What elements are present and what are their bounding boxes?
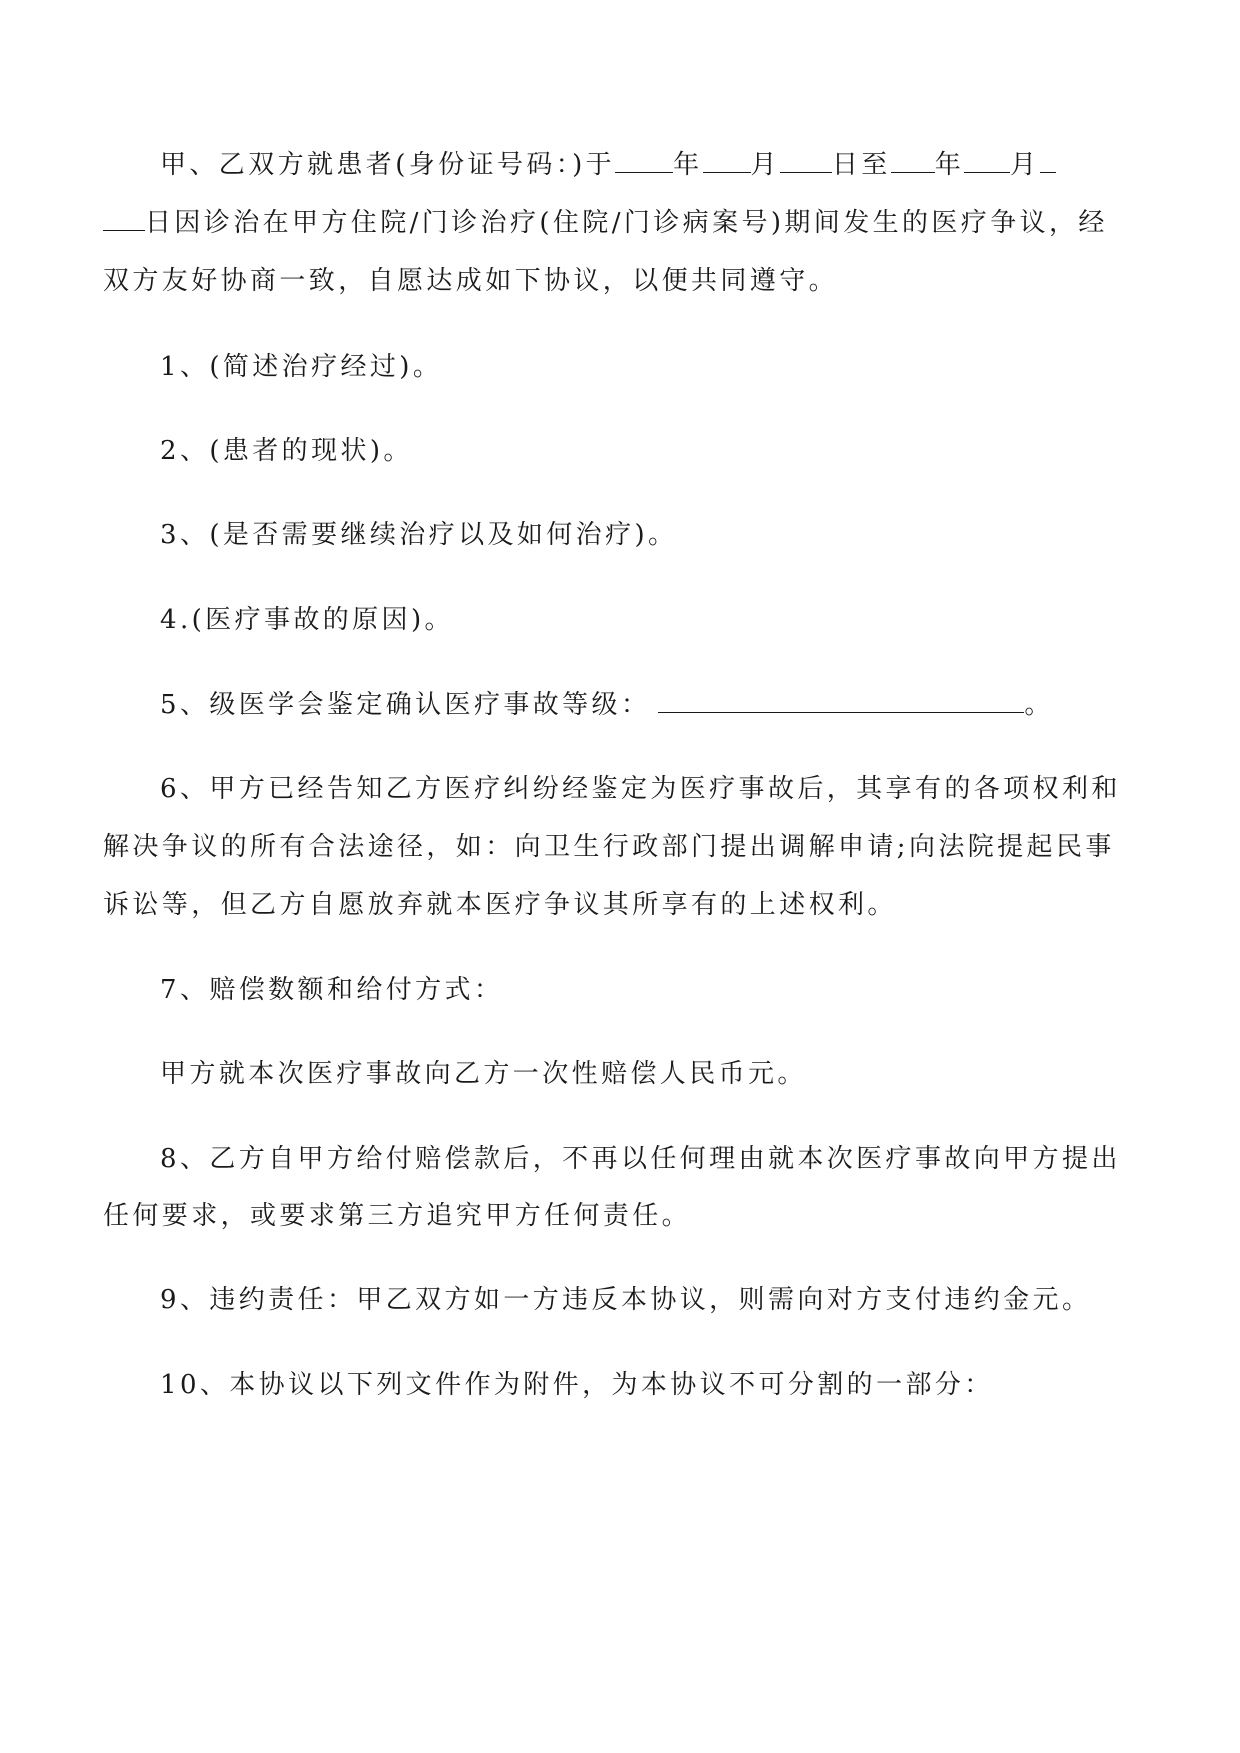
intro-line-2: [103, 206, 1108, 240]
item-8-line-1: [160, 1142, 1121, 1176]
accident-grade-blank[interactable]: [658, 690, 1024, 713]
item-6-line-2-text: 解决争议的所有合法途径，如：向卫生行政部门提出调解申请;向法院提起民事: [103, 832, 1115, 862]
item-3-text: 3、(是否需要继续治疗以及如何治疗)。: [160, 520, 678, 550]
item-10: [160, 1368, 994, 1402]
item-1-text: 1、(简述治疗经过)。: [160, 352, 443, 382]
item-4-text: 4.(医疗事故的原因)。: [160, 605, 454, 635]
item-2: [160, 434, 413, 468]
item-6-line-3: [103, 888, 897, 922]
item-5-text: 5、级医学会鉴定确认医疗事故等级：: [160, 690, 651, 720]
start-year-blank[interactable]: [615, 150, 673, 173]
item-7-heading: [160, 973, 503, 1007]
intro-line-3: [103, 264, 838, 298]
item-7-detail: [160, 1057, 807, 1091]
item-6-line-2: [103, 830, 1115, 864]
intro-month-label: 月: [750, 150, 780, 180]
start-day-blank[interactable]: [780, 150, 832, 173]
item-4: [160, 603, 454, 637]
item-8-line-2-text: 任何要求，或要求第三方追究甲方任何责任。: [103, 1201, 692, 1231]
intro-day-to-label: 日至: [831, 150, 891, 180]
end-year-blank[interactable]: [891, 150, 935, 173]
end-day-blank-part-2[interactable]: [103, 208, 145, 231]
item-1: [160, 350, 442, 384]
intro-line-2-text: 日因诊治在甲方住院/门诊治疗(住院/门诊病案号)期间发生的医疗争议，经: [145, 208, 1108, 238]
start-month-blank[interactable]: [703, 150, 751, 173]
intro-year-label: 年: [673, 150, 703, 180]
item-6-line-1: [160, 772, 1121, 806]
end-month-blank[interactable]: [964, 150, 1010, 173]
item-8-line-1-text: 8、乙方自甲方给付赔偿款后，不再以任何理由就本次医疗事故向甲方提出: [160, 1144, 1121, 1174]
item-3: [160, 518, 677, 552]
item-2-text: 2、(患者的现状)。: [160, 436, 413, 466]
item-5-end: 。: [1024, 690, 1054, 720]
item-6-line-3-text: 诉讼等，但乙方自愿放弃就本医疗争议其所享有的上述权利。: [103, 890, 897, 920]
item-7-detail-text: 甲方就本次医疗事故向乙方一次性赔偿人民币元。: [160, 1059, 807, 1089]
item-6-line-1-text: 6、甲方已经告知乙方医疗纠纷经鉴定为医疗事故后，其享有的各项权利和: [160, 774, 1121, 804]
end-day-blank-part-1[interactable]: [1040, 150, 1056, 173]
item-9-text: 9、违约责任：甲乙双方如一方违反本协议，则需向对方支付违约金元。: [160, 1285, 1092, 1315]
item-8-line-2: [103, 1199, 691, 1233]
item-7-heading-text: 7、赔偿数额和给付方式：: [160, 975, 504, 1005]
item-10-text: 10、本协议以下列文件作为附件，为本协议不可分割的一部分：: [160, 1370, 994, 1400]
intro-line-1: [160, 148, 1056, 182]
item-9: [160, 1283, 1091, 1317]
intro-end-month-label: 月: [1010, 150, 1040, 180]
intro-line-1-text: 甲、乙双方就患者(身份证号码：)于: [160, 150, 616, 180]
intro-end-year-label: 年: [934, 150, 965, 180]
item-5: [160, 688, 1054, 722]
intro-line-3-text: 双方友好协商一致，自愿达成如下协议，以便共同遵守。: [103, 266, 839, 296]
